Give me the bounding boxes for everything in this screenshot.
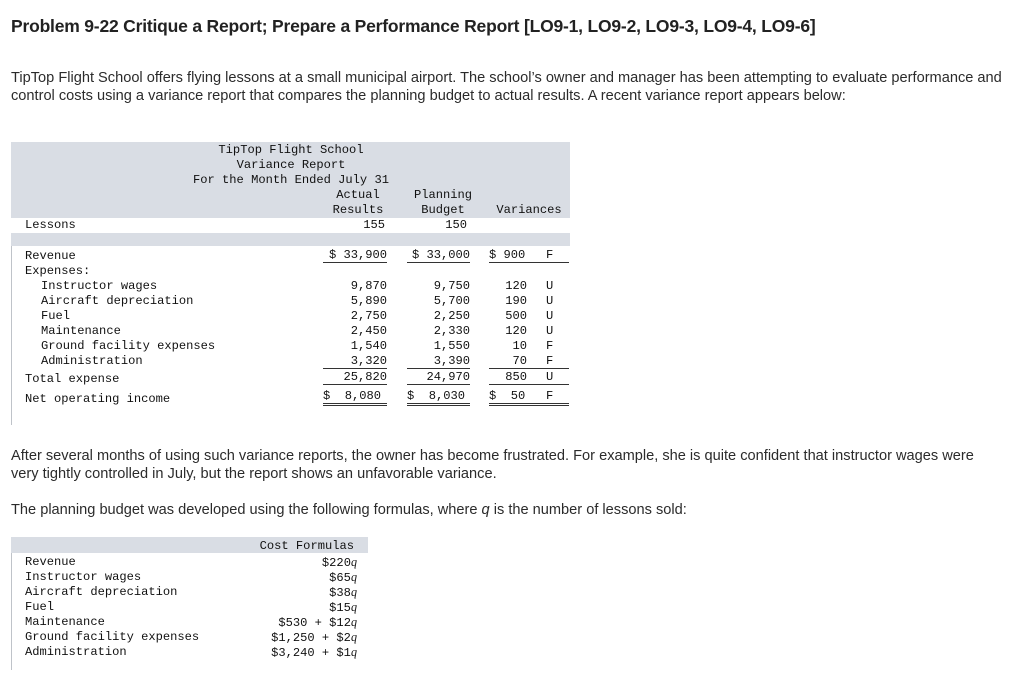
col-planning-2: Budget (421, 203, 465, 217)
lessons-planning: 150 (445, 218, 467, 232)
net-flag: F (546, 389, 554, 403)
formula-expression: $220 (321, 556, 351, 570)
formula-value (211, 555, 357, 570)
formula-label: Ground facility expenses (25, 630, 200, 644)
expense-variance-cell (489, 309, 569, 323)
report-spacer-shading (11, 233, 570, 246)
expense-flag: F (546, 339, 554, 353)
formula-expression: $38 (329, 586, 351, 600)
expense-planning: 2,330 (433, 324, 470, 338)
formula-intro-after: is the number of lessons sold: (489, 502, 687, 518)
total-flag: U (546, 370, 554, 384)
expense-flag: U (546, 309, 554, 323)
revenue-planning: $ 33,000 (407, 248, 470, 263)
formulas-header: Cost Formulas (259, 539, 354, 553)
expense-label: Aircraft depreciation (41, 294, 194, 308)
total-variance-cell (489, 370, 569, 385)
net-variance: $ 50 (489, 389, 526, 403)
formula-expression: $530 + $12 (278, 616, 351, 630)
lessons-actual: 155 (363, 218, 385, 232)
expense-variance: 500 (505, 309, 527, 323)
formula-label: Instructor wages (25, 570, 142, 584)
formula-expression: $65 (329, 571, 351, 585)
total-variance: 850 (505, 370, 527, 384)
revenue-variance: $ 900 (489, 248, 526, 262)
expense-label: Maintenance (41, 324, 121, 338)
revenue-actual: $ 33,900 (323, 248, 387, 263)
expense-flag: U (546, 279, 554, 293)
intro-paragraph: TipTop Flight School offers flying lessons at a small municipal airport. The school’s owner and manager has been attempting to evaluate performance and control costs using a variance report that compares the planning budget to actual results. A recent variance report appears below: (11, 70, 1002, 104)
formula-value (211, 630, 357, 645)
formulas-left-border (11, 553, 12, 670)
formula-value (211, 600, 357, 615)
expense-planning: 5,700 (433, 294, 470, 308)
expense-label: Ground facility expenses (41, 339, 216, 353)
formula-intro-q: q (481, 502, 490, 518)
formula-variable: q (350, 585, 357, 599)
expense-variance-cell (489, 324, 569, 338)
revenue-flag: F (546, 248, 554, 262)
expense-variance-cell (489, 294, 569, 308)
problem-title: Problem 9-22 Critique a Report; Prepare a Performance Report [LO9-1, LO9-2, LO9-3, LO9-4, LO9-6] (11, 16, 816, 36)
total-expense-label: Total expense (25, 372, 120, 386)
expense-variance: 190 (505, 294, 527, 308)
expense-planning: 1,550 (433, 339, 470, 353)
expense-variance: 10 (512, 339, 527, 353)
expense-label: Administration (41, 354, 143, 368)
expense-planning: 2,250 (433, 309, 470, 323)
expense-variance: 120 (505, 279, 527, 293)
net-income-label: Net operating income (25, 392, 171, 406)
expense-actual: 3,320 (323, 354, 387, 369)
formula-label: Aircraft depreciation (25, 585, 178, 599)
formula-variable: q (350, 630, 357, 644)
expense-actual: 9,870 (350, 279, 387, 293)
formula-variable: q (350, 600, 357, 614)
net-variance-cell (489, 389, 569, 406)
col-actual-2: Results (332, 203, 384, 217)
revenue-variance-cell (489, 248, 569, 263)
lessons-label: Lessons (25, 218, 76, 232)
expense-planning: 3,390 (407, 354, 470, 369)
expense-variance-cell (489, 339, 569, 353)
formula-label: Maintenance (25, 615, 105, 629)
revenue-label: Revenue (25, 249, 76, 263)
report-period: For the Month Ended July 31 (193, 173, 389, 187)
formula-value (211, 585, 357, 600)
formula-label: Fuel (25, 600, 55, 614)
col-planning-1: Planning (413, 188, 473, 202)
formula-intro-paragraph (11, 501, 1001, 519)
expense-flag: F (546, 354, 554, 368)
report-left-border (11, 246, 12, 425)
expense-label: Instructor wages (41, 279, 158, 293)
expense-variance: 120 (505, 324, 527, 338)
expense-flag: U (546, 324, 554, 338)
cost-formulas-table (11, 537, 368, 670)
expenses-label: Expenses: (25, 264, 91, 278)
formula-intro-before: The planning budget was developed using the following formulas, where (11, 502, 482, 518)
formula-expression: $3,240 + $1 (271, 646, 351, 660)
expense-label: Fuel (41, 309, 71, 323)
formula-variable: q (350, 555, 357, 569)
expense-flag: U (546, 294, 554, 308)
report-name: Variance Report (236, 158, 346, 172)
formula-value (211, 570, 357, 585)
formula-variable: q (350, 645, 357, 659)
expense-variance: 70 (512, 354, 527, 368)
formula-expression: $15 (329, 601, 351, 615)
formula-label: Administration (25, 645, 127, 659)
expense-planning: 9,750 (433, 279, 470, 293)
formula-variable: q (350, 570, 357, 584)
expense-actual: 5,890 (350, 294, 387, 308)
report-company: TipTop Flight School (218, 143, 364, 157)
formula-value (211, 645, 357, 660)
formula-value (211, 615, 357, 630)
expense-variance-cell (489, 354, 569, 369)
net-planning: $ 8,030 (407, 389, 470, 406)
formula-variable: q (350, 615, 357, 629)
expense-actual: 2,450 (350, 324, 387, 338)
formula-label: Revenue (25, 555, 76, 569)
expense-variance-cell (489, 279, 569, 293)
after-paragraph: After several months of using such variance reports, the owner has become frustrated. For example, she is quite confident that instructor wages were very tightly controlled in July, but the report shows an unfavorable variance. (11, 448, 974, 482)
expense-actual: 1,540 (350, 339, 387, 353)
net-actual: $ 8,080 (323, 389, 387, 406)
col-variances: Variances (496, 203, 562, 217)
variance-report-table (11, 142, 570, 425)
total-planning: 24,970 (407, 370, 470, 385)
total-actual: 25,820 (323, 370, 387, 385)
formula-expression: $1,250 + $2 (271, 631, 351, 645)
col-actual-1: Actual (336, 188, 380, 202)
expense-actual: 2,750 (350, 309, 387, 323)
